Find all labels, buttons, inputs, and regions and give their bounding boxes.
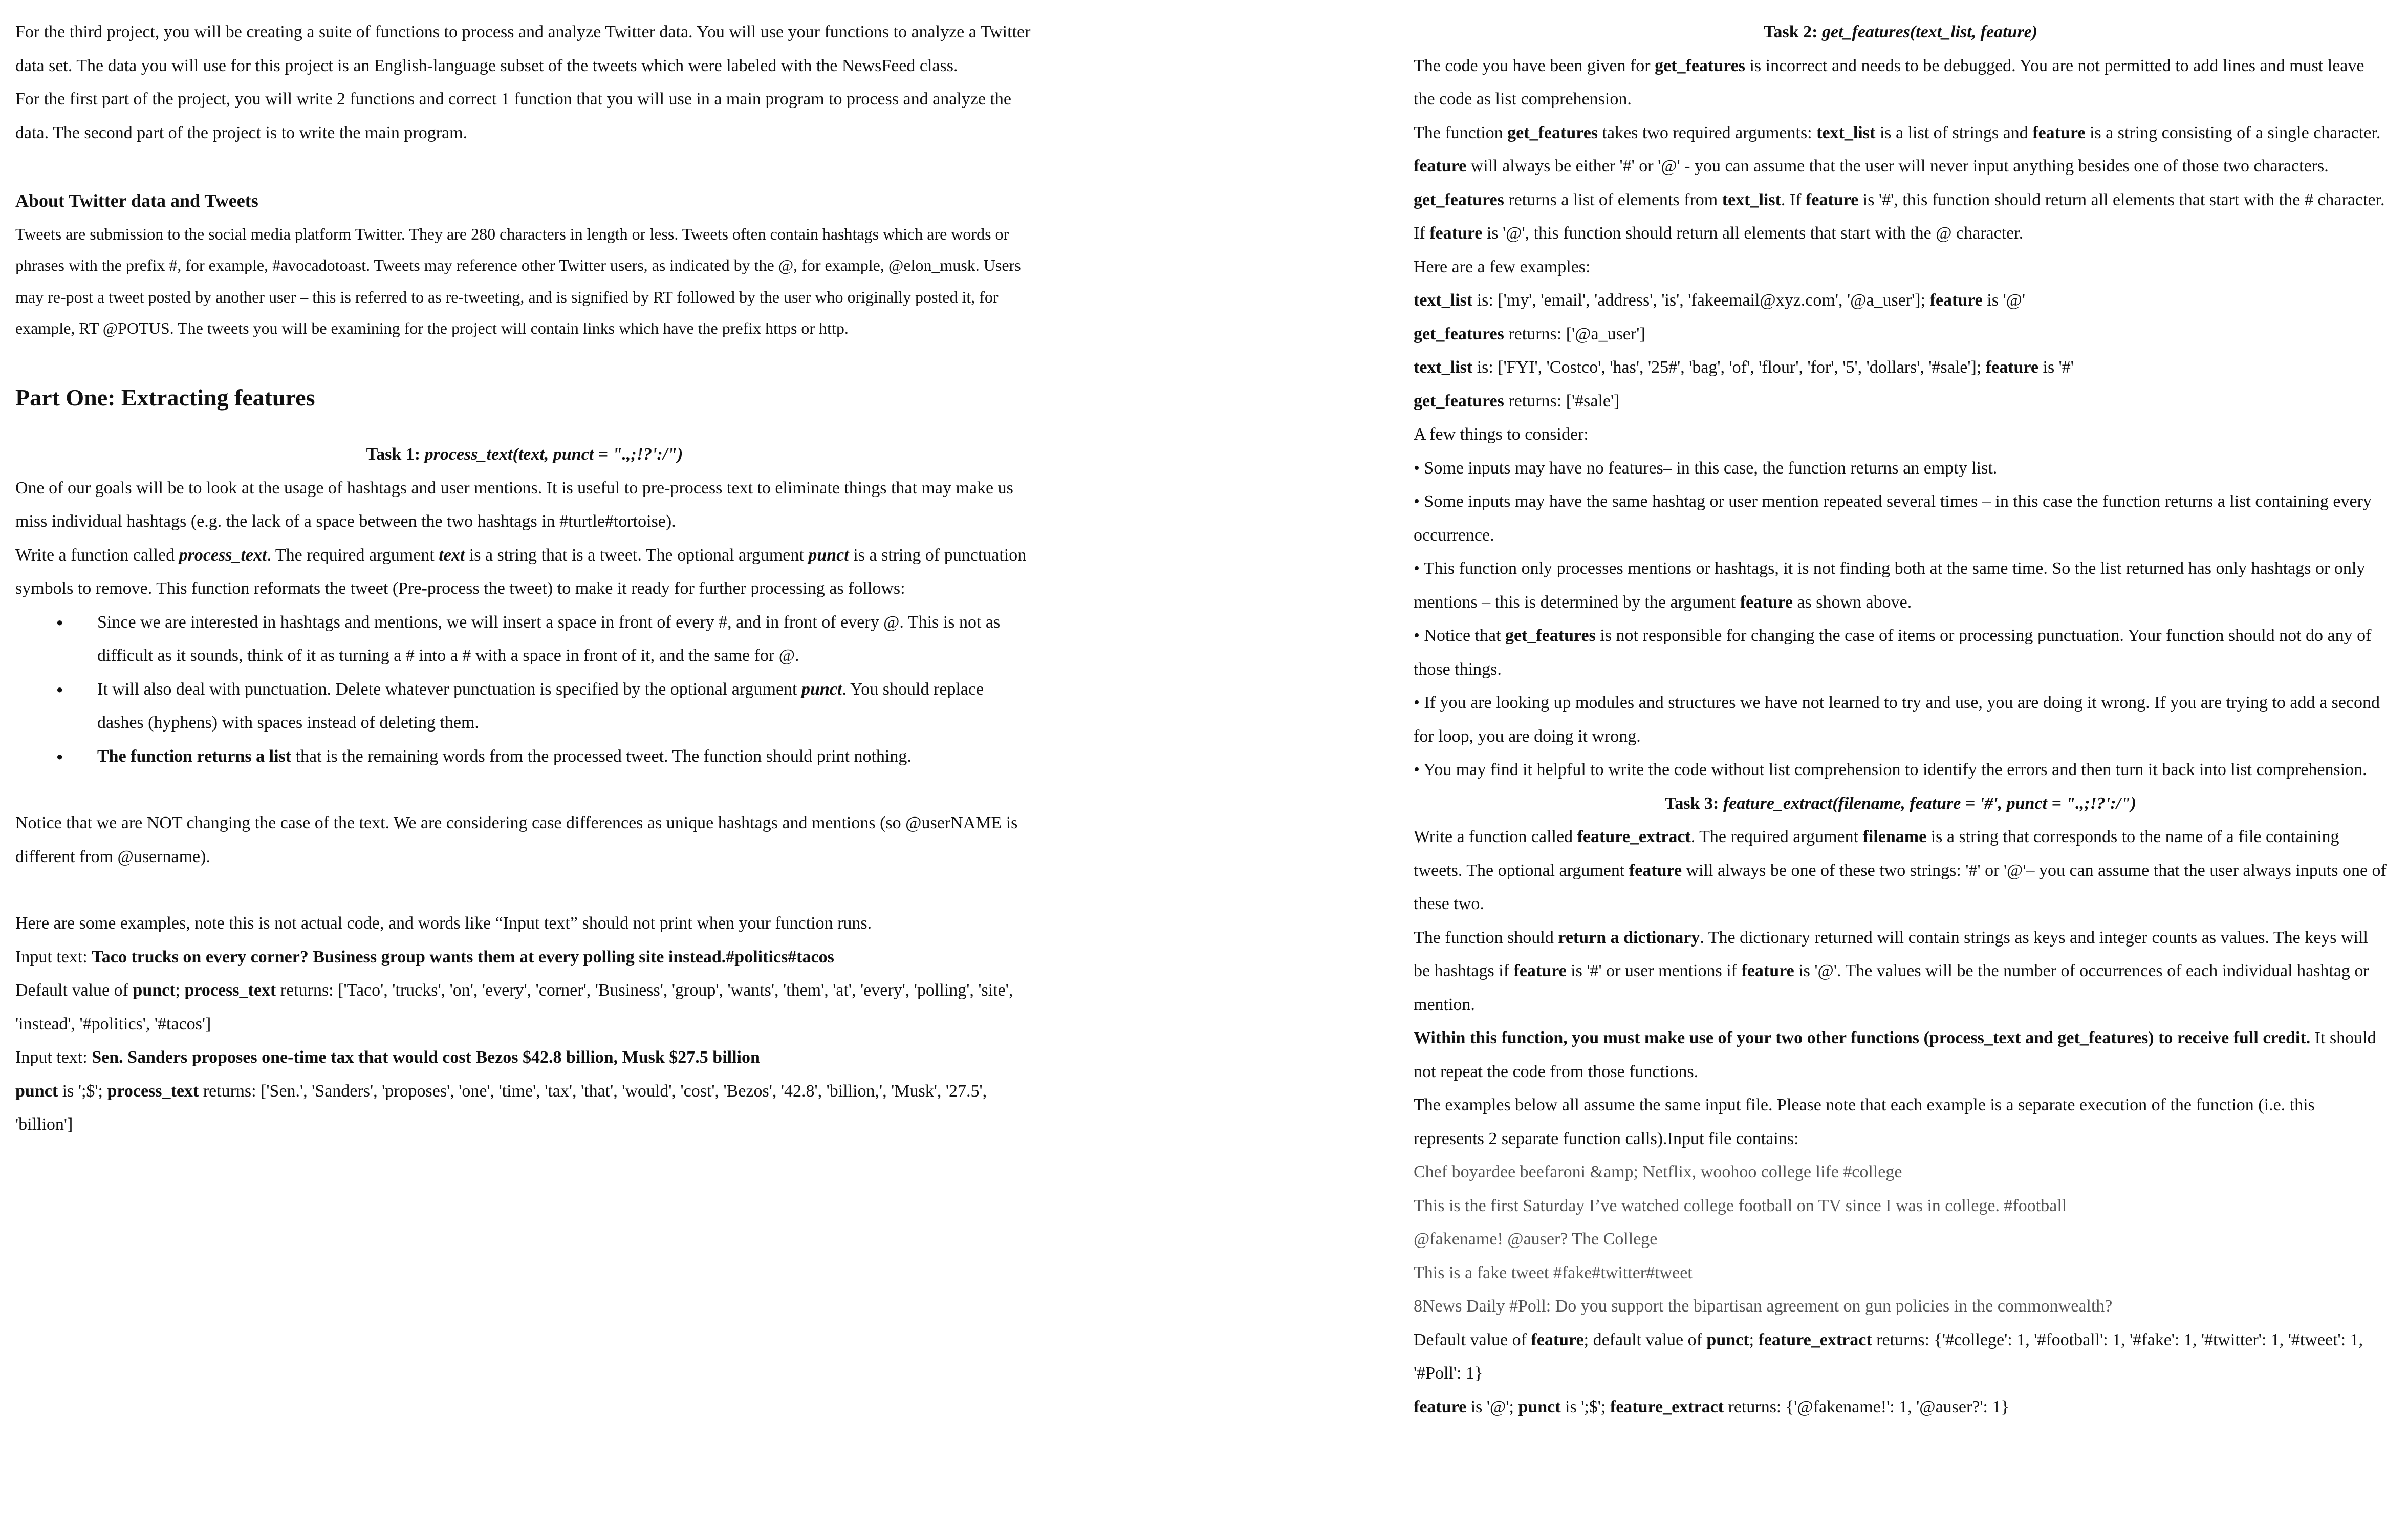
- text-run: returns: ['Taco', 'trucks', 'on', 'every', 'corner', 'Business', 'group', 'wants', 'them', 'at', 'every', 'polling', 'site', 'instead', '#politics', '#tacos']: [15, 981, 1013, 1034]
- text-run: is: ['FYI', 'Costco', 'has', '25#', 'bag', 'of', 'flour', 'for', '5', 'dollars', '#sale'];: [1472, 358, 1986, 377]
- text-run: It should not repeat the code from those functions.: [1414, 1028, 2376, 1081]
- text-run: ;: [1749, 1330, 1759, 1349]
- task2-label: Task 2:: [1763, 23, 1822, 41]
- text-run: is '@'. The values will be the number of occurrences of each individual hashtag or mention.: [1414, 961, 2369, 1014]
- task3-title: [1414, 787, 2388, 821]
- task3-result-2: [1414, 1390, 2388, 1424]
- text-run: is not responsible for changing the case of items or processing punctuation. Your function should not do any of those things.: [1414, 626, 2372, 679]
- text-run: The function should: [1414, 928, 1558, 947]
- text-run: is '@', this function should return all elements that start with the @ character.: [1482, 224, 2024, 243]
- argument-name: text_list: [1816, 123, 1876, 142]
- text-run: will always be either '#' or '@' - you can assume that the user will never input anything besides one of those two characters.: [1466, 157, 2329, 176]
- task1-bullet-list: [15, 606, 1034, 773]
- function-name: feature_extract: [1610, 1397, 1724, 1416]
- example-1-result: [15, 974, 1034, 1041]
- task2-paragraph-1: [1414, 49, 2388, 116]
- task1-title: [15, 438, 1034, 471]
- example-2-input: [15, 1041, 1034, 1074]
- function-name: get_features: [1414, 324, 1504, 343]
- consider-item: • You may find it helpful to write the code without list comprehension to identify the errors and then turn it back into list comprehension.: [1414, 760, 2367, 779]
- task1-signature: process_text(text, punct = ".,;!?':/"): [424, 445, 683, 464]
- consider-item: [1414, 619, 2388, 686]
- text-run: that is the remaining words from the processed tweet. The function should print nothing.: [291, 746, 912, 766]
- about-paragraph: Tweets are submission to the social media platform Twitter. They are 280 characters in length or less. Tweets often contain hashtags which are words or phrases with the prefix #, for example, #avocadotoast. Tweets may reference other Twitter users, as indicated by the @, for example, @elon_musk. Users may re-post a tweet posted by another user – this is referred to as re-tweeting, and is signified by RT followed by the user who originally posted it, for example, RT @POTUS. The tweets you will be examining for the project will contain links which have the prefix https or http.: [15, 225, 1021, 337]
- text-run: . You should replace dashes (hyphens) with spaces instead of deleting them.: [97, 679, 984, 733]
- argument-name: feature: [1414, 1397, 1467, 1416]
- text-run: Default value of: [15, 981, 133, 1000]
- task2-signature: get_features(text_list, feature): [1821, 23, 2038, 41]
- function-name: process_text: [179, 545, 267, 565]
- text-run: is a string that corresponds to the name of a file containing tweets. The optional argument: [1414, 827, 2339, 880]
- text-run: . The dictionary returned will contain strings as keys and integer counts as values. The keys will be hashtags if: [1414, 928, 2368, 980]
- task1-paragraph-1: One of our goals will be to look at the usage of hashtags and user mentions. It is useful to pre-process text to eliminate things that may make us miss individual hashtags (e.g. the lack of a space between the two hashtags in #turtle#tortoise).: [15, 478, 1013, 531]
- text-run: Input text:: [15, 1048, 92, 1067]
- text-run: ; default value of: [1583, 1330, 1707, 1349]
- text-run: is '#': [2038, 358, 2074, 377]
- task1-label: Task 1:: [366, 445, 425, 464]
- argument-name: feature: [1741, 961, 1794, 980]
- text-run: takes two required arguments:: [1598, 123, 1817, 142]
- task2-example-1-result: [1414, 317, 2388, 351]
- bullet-item: ● Since we are interested in hashtags and mentions, we will insert a space in front of every #, and in front of every @. This is not as difficult as it sounds, think of it as turning a # into a # with a space in front of it, and the same for @.: [15, 606, 1034, 673]
- text-run: returns: ['@a_user']: [1504, 324, 1645, 343]
- text-run: is ';$';: [1560, 1397, 1610, 1416]
- text-run: The function: [1414, 123, 1508, 142]
- text-run: is '#', this function should return all elements that start with the # character. If: [1414, 190, 2385, 243]
- function-name: process_text: [107, 1081, 199, 1101]
- argument-name: text: [439, 545, 465, 565]
- task2-example-1-input: [1414, 284, 2388, 317]
- text-run: The code you have been given for: [1414, 56, 1655, 75]
- function-name: get_features: [1414, 190, 1504, 209]
- consider-item: • Some inputs may have the same hashtag or user mention repeated several times – in this case the function returns a list containing every occurrence.: [1414, 492, 2372, 545]
- text-run: returns: {'@fakename!': 1, '@auser?': 1}: [1724, 1397, 2009, 1416]
- task2-examples-label: Here are a few examples:: [1414, 257, 1591, 276]
- consider-label: A few things to consider:: [1414, 425, 1589, 444]
- left-column: [15, 15, 1034, 1142]
- text-run: ;: [175, 981, 185, 1000]
- notice-paragraph: Notice that we are NOT changing the case of the text. We are considering case differences as unique hashtags and mentions (so @userNAME is different from @username).: [15, 813, 1018, 866]
- text-run: Write a function called: [1414, 827, 1577, 846]
- task2-paragraph-2: [1414, 116, 2388, 250]
- text-run: Default value of: [1414, 1330, 1531, 1349]
- text-run: is a string of punctuation symbols to remove. This function reformats the tweet (Pre-process the tweet) to make it ready for further processing as follows:: [15, 545, 1027, 598]
- bullet-item: [15, 673, 1034, 740]
- argument-name: feature: [1429, 224, 1483, 243]
- text-run: is incorrect and needs to be debugged. You are not permitted to add lines and must leave the code as list comprehension.: [1414, 56, 2364, 109]
- argument-name: punct: [133, 981, 176, 1000]
- function-name: get_features: [1507, 123, 1598, 142]
- text-run: is a string that is a tweet. The optional argument: [465, 545, 809, 565]
- argument-name: feature: [1513, 961, 1567, 980]
- task2-example-2-result: [1414, 384, 2388, 418]
- argument-name: text_list: [1414, 358, 1473, 377]
- text-run: It will also deal with punctuation. Delete whatever punctuation is specified by the optional argument: [97, 679, 802, 699]
- task3-paragraph-4: The examples below all assume the same input file. Please note that each example is a separate execution of the function (i.e. this represents 2 separate function calls).Input file contains:: [1414, 1095, 2315, 1148]
- function-name: get_features: [1505, 626, 1596, 645]
- argument-name: feature: [1740, 592, 1793, 612]
- examples-intro: Here are some examples, note this is not actual code, and words like “Input text” should not print when your function runs.: [15, 914, 872, 933]
- argument-name: feature: [1414, 157, 1467, 176]
- task3-paragraph-1: [1414, 820, 2388, 921]
- text-run: • This function only processes mentions or hashtags, it is not finding both at the same time. So the list returned has only hashtags or only mentions – this is determined by the argument: [1414, 559, 2366, 612]
- argument-name: filename: [1862, 827, 1927, 846]
- text-run: returns: ['Sen.', 'Sanders', 'proposes', 'one', 'time', 'tax', 'that', 'would', 'cost', 'Bezos', '42.8', 'billion,', 'Musk', '27.5', 'billion']: [15, 1081, 987, 1134]
- text-run: . The required argument: [267, 545, 439, 565]
- tweet-line: @fakename! @auser? The College: [1414, 1230, 1658, 1249]
- bold-run: return a dictionary: [1558, 928, 1700, 947]
- text-run: • Notice that: [1414, 626, 1506, 645]
- argument-name: feature: [1929, 291, 1983, 310]
- right-column: [1414, 15, 2388, 1424]
- text-run: will always be one of these two strings: '#' or '@'– you can assume that the user always inputs one of these two.: [1414, 861, 2387, 913]
- consider-item: • If you are looking up modules and structures we have not learned to try and use, you are doing it wrong. If you are trying to add a second for loop, you are doing it wrong.: [1414, 693, 2380, 746]
- bold-run: Taco trucks on every corner? Business group wants them at every polling site instead.#politics#tacos: [92, 947, 834, 966]
- argument-name: feature: [1985, 358, 2038, 377]
- intro-paragraph-2: For the first part of the project, you will write 2 functions and correct 1 function that you will use in a main program to process and analyze the data. The second part of the project is to write the main program.: [15, 90, 1011, 142]
- bold-run: Within this function, you must make use of your two other functions (process_text and get_features) to receive full credit.: [1414, 1028, 2311, 1047]
- argument-name: punct: [801, 679, 842, 699]
- text-run: as shown above.: [1792, 592, 1912, 612]
- task3-result-1: [1414, 1323, 2388, 1390]
- tweet-line: 8News Daily #Poll: Do you support the bipartisan agreement on gun policies in the commonwealth?: [1414, 1297, 2113, 1316]
- text-run: Write a function called: [15, 545, 179, 565]
- text-run: is a string consisting of a single character.: [2085, 123, 2381, 142]
- task3-label: Task 3:: [1664, 793, 1723, 813]
- task1-paragraph-2: [15, 539, 1034, 606]
- text-run: is: ['my', 'email', 'address', 'is', 'fakeemail@xyz.com', '@a_user'];: [1472, 291, 1930, 310]
- function-name: get_features: [1414, 391, 1504, 411]
- argument-name: feature: [1806, 190, 1859, 209]
- argument-name: punct: [808, 545, 849, 565]
- part-one-heading: Part One: Extracting features: [15, 384, 315, 411]
- argument-name: punct: [1706, 1330, 1749, 1349]
- example-2-result: [15, 1074, 1034, 1142]
- text-run: returns: {'#college': 1, '#football': 1, '#fake': 1, '#twitter': 1, '#tweet': 1, '#Poll': 1}: [1414, 1330, 2363, 1383]
- function-name: process_text: [184, 981, 276, 1000]
- about-heading: About Twitter data and Tweets: [15, 190, 258, 211]
- text-run: is a list of strings and: [1875, 123, 2033, 142]
- text-run: Input text:: [15, 947, 92, 966]
- text-run: returns: ['#sale']: [1504, 391, 1620, 411]
- task3-paragraph-3: [1414, 1021, 2388, 1088]
- argument-name: text_list: [1722, 190, 1781, 209]
- task2-example-2-input: [1414, 351, 2388, 384]
- argument-name: feature: [1531, 1330, 1584, 1349]
- function-name: get_features: [1655, 56, 1745, 75]
- argument-name: punct: [15, 1081, 58, 1101]
- bold-run: Sen. Sanders proposes one-time tax that would cost Bezos $42.8 billion, Musk $27.5 billion: [92, 1048, 760, 1067]
- function-name: feature_extract: [1758, 1330, 1872, 1349]
- intro-paragraph-1: For the third project, you will be creating a suite of functions to process and analyze Twitter data. You will use your functions to analyze a Twitter data set. The data you will use for this project is an English-language subset of the tweets which were labeled with the NewsFeed class.: [15, 23, 1031, 75]
- tweet-line: Chef boyardee beefaroni &amp; Netflix, woohoo college life #college: [1414, 1163, 1902, 1181]
- text-run: . If: [1781, 190, 1806, 209]
- function-name: feature_extract: [1577, 827, 1691, 846]
- task3-signature: feature_extract(filename, feature = '#', punct = ".,;!?':/"): [1723, 793, 2137, 813]
- argument-name: feature: [1629, 861, 1682, 880]
- text-run: is ';$';: [58, 1081, 107, 1101]
- consider-item: • Some inputs may have no features– in this case, the function returns an empty list.: [1414, 458, 1998, 478]
- tweet-line: This is a fake tweet #fake#twitter#tweet: [1414, 1263, 1693, 1282]
- text-run: is '#' or user mentions if: [1566, 961, 1742, 980]
- consider-item: [1414, 552, 2388, 619]
- text-run: is '@': [1982, 291, 2026, 310]
- text-run: . The required argument: [1690, 827, 1863, 846]
- example-1-input: [15, 940, 1034, 974]
- task2-title: [1414, 15, 2388, 49]
- argument-name: punct: [1518, 1397, 1561, 1416]
- tweet-line: This is the first Saturday I’ve watched college football on TV since I was in college. #football: [1414, 1196, 2067, 1215]
- argument-name: feature: [2032, 123, 2086, 142]
- bullet-item: [15, 740, 1034, 773]
- argument-name: text_list: [1414, 291, 1473, 310]
- bold-run: The function returns a list: [97, 746, 292, 766]
- task3-paragraph-2: [1414, 921, 2388, 1022]
- text-run: returns a list of elements from: [1504, 190, 1722, 209]
- text-run: is '@';: [1466, 1397, 1518, 1416]
